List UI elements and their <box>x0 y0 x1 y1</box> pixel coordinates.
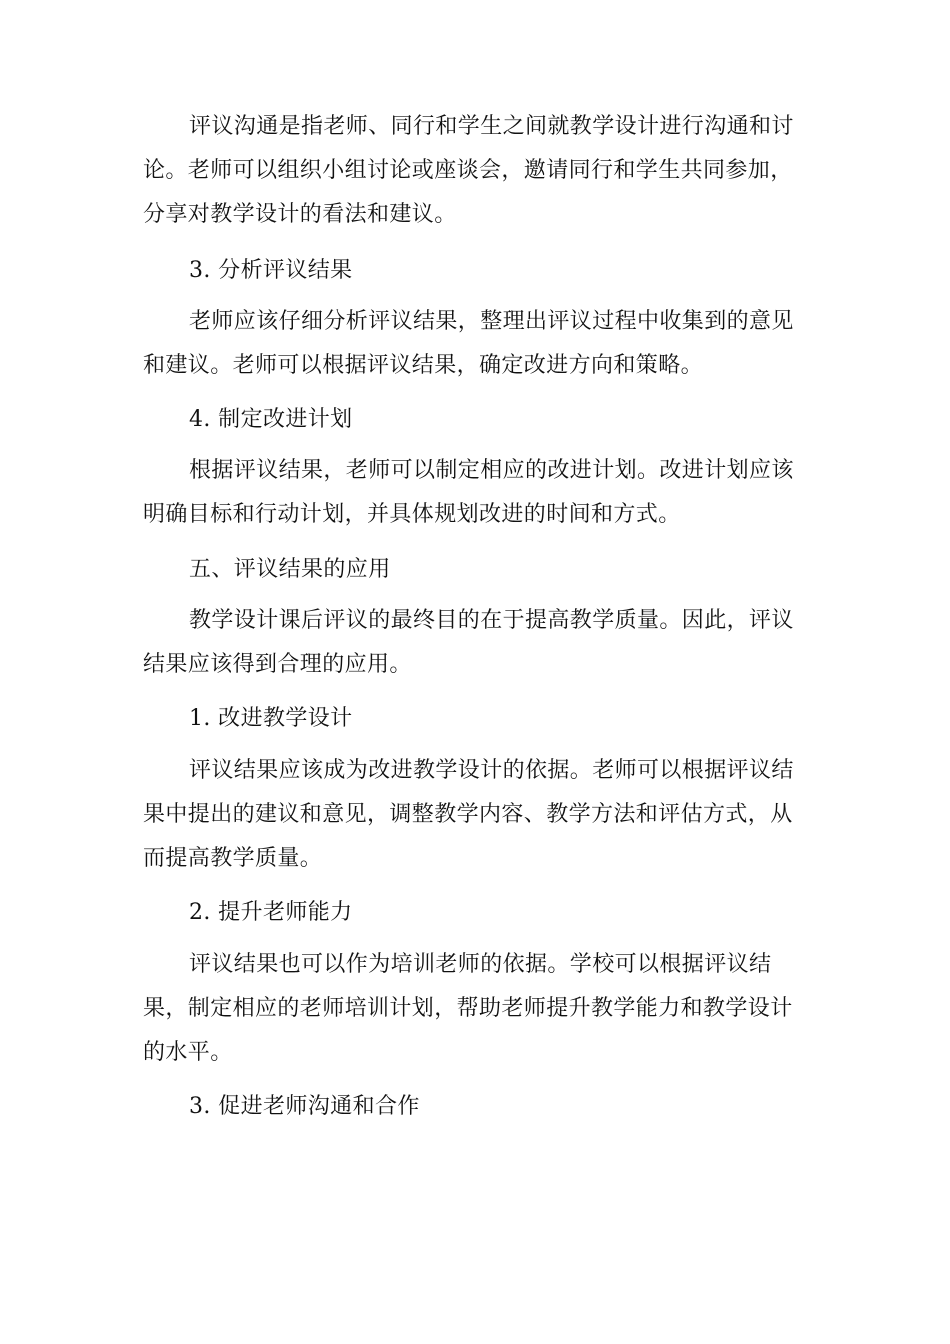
heading-analyze-results: 3. 分析评议结果 <box>189 258 353 283</box>
paragraph-review-communication: 评议沟通是指老师、同行和学生之间就教学设计进行沟通和讨论。老师可以组织小组讨论或座谈会，邀请同行和学生共同参加，分享对教学设计的看法和建议。 <box>143 114 794 227</box>
heading-teacher-ability: 2. 提升老师能力 <box>189 900 353 925</box>
heading-improvement-plan: 4. 制定改进计划 <box>189 407 353 432</box>
paragraph-improve-design: 评议结果应该成为改进教学设计的依据。老师可以根据评议结果中提出的建议和意见，调整教学内容、教学方法和评估方式，从而提高教学质量。 <box>143 758 794 871</box>
heading-apply-results: 五、评议结果的应用 <box>189 557 391 582</box>
heading-teacher-cooperation: 3. 促进老师沟通和合作 <box>189 1094 420 1119</box>
paragraph-improvement-plan: 根据评议结果，老师可以制定相应的改进计划。改进计划应该明确目标和行动计划，并具体规划改进的时间和方式。 <box>143 458 794 527</box>
paragraph-teacher-ability: 评议结果也可以作为培训老师的依据。学校可以根据评议结果，制定相应的老师培训计划，帮助老师提升教学能力和教学设计的水平。 <box>143 952 793 1065</box>
paragraph-analyze-results: 老师应该仔细分析评议结果，整理出评议过程中收集到的意见和建议。老师可以根据评议结果，确定改进方向和策略。 <box>143 309 794 378</box>
paragraph-apply-results: 教学设计课后评议的最终目的在于提高教学质量。因此，评议结果应该得到合理的应用。 <box>143 608 794 677</box>
heading-improve-design: 1. 改进教学设计 <box>189 706 353 731</box>
